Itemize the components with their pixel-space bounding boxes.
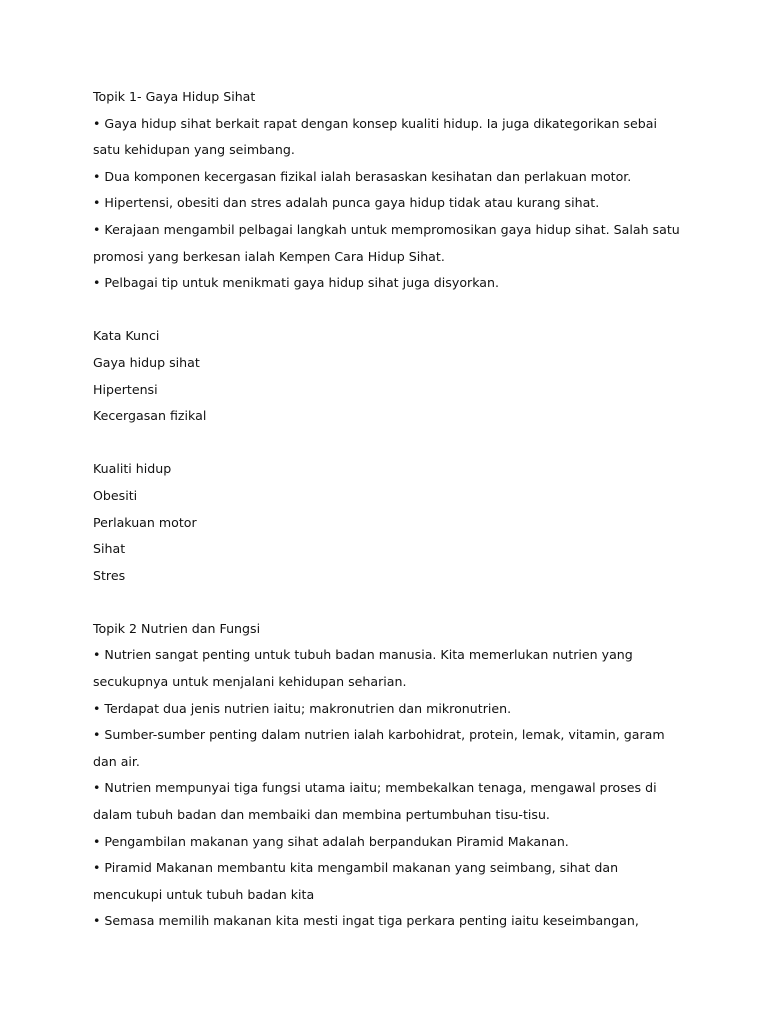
keyword-item: Kualiti hidup [93,461,172,477]
topic2-line: secukupnya untuk menjalani kehidupan seharian. [93,674,407,690]
topic1-line: • Pelbagai tip untuk menikmati gaya hidup sihat juga disyorkan. [93,275,499,291]
topic2-line: • Nutrien sangat penting untuk tubuh badan manusia. Kita memerlukan nutrien yang [93,647,633,663]
keywords-heading: Kata Kunci [93,328,160,344]
topic2-line: • Nutrien mempunyai tiga fungsi utama iaitu; membekalkan tenaga, mengawal proses di [93,780,657,796]
paragraph-gap [93,297,693,324]
keyword-item: Gaya hidup sihat [93,354,200,370]
topic2-line: • Sumber-sumber penting dalam nutrien ialah karbohidrat, protein, lemak, vitamin, garam [93,727,665,743]
keyword-item: Stres [93,567,126,583]
topic1-line: • Hipertensi, obesiti dan stres adalah punca gaya hidup tidak atau kurang sihat. [93,195,600,211]
topic1-title: Topik 1- Gaya Hidup Sihat [93,89,256,104]
keyword-item: Obesiti [93,487,138,503]
topic2-line: • Piramid Makanan membantu kita mengambil makanan yang seimbang, sihat dan [93,860,619,876]
topic1-line: • Gaya hidup sihat berkait rapat dengan konsep kualiti hidup. Ia juga dikategorikan sebai [93,115,657,131]
topic1-line: • Dua komponen kecergasan fizikal ialah berasaskan kesihatan dan perlakuan motor. [93,168,632,184]
topic2-line: mencukupi untuk tubuh badan kita [93,886,315,902]
topic2-line: • Terdapat dua jenis nutrien iaitu; makronutrien dan mikronutrien. [93,700,512,716]
paragraph-gap [93,430,693,457]
topic1-line: satu kehidupan yang seimbang. [93,142,295,158]
topic2-line: • Pengambilan makanan yang sihat adalah berpandukan Piramid Makanan. [93,833,569,849]
keyword-item: Perlakuan motor [93,514,197,530]
topic1-line: • Kerajaan mengambil pelbagai langkah untuk mempromosikan gaya hidup sihat. Salah satu [93,221,680,237]
topic1-line: promosi yang berkesan ialah Kempen Cara Hidup Sihat. [93,248,445,264]
topic2-line: • Semasa memilih makanan kita mesti ingat tiga perkara penting iaitu keseimbangan, [93,913,639,929]
keyword-item: Sihat [93,541,126,557]
keyword-item: Kecergasan fizikal [93,408,207,424]
document-page [93,84,693,935]
topic2-title: Topik 2 Nutrien dan Fungsi [93,620,261,636]
keyword-item: Hipertensi [93,381,158,397]
topic2-line: dan air. [93,753,140,769]
topic2-line: dalam tubuh badan dan membaiki dan membina pertumbuhan tisu-tisu. [93,807,550,823]
paragraph-gap [93,589,693,616]
